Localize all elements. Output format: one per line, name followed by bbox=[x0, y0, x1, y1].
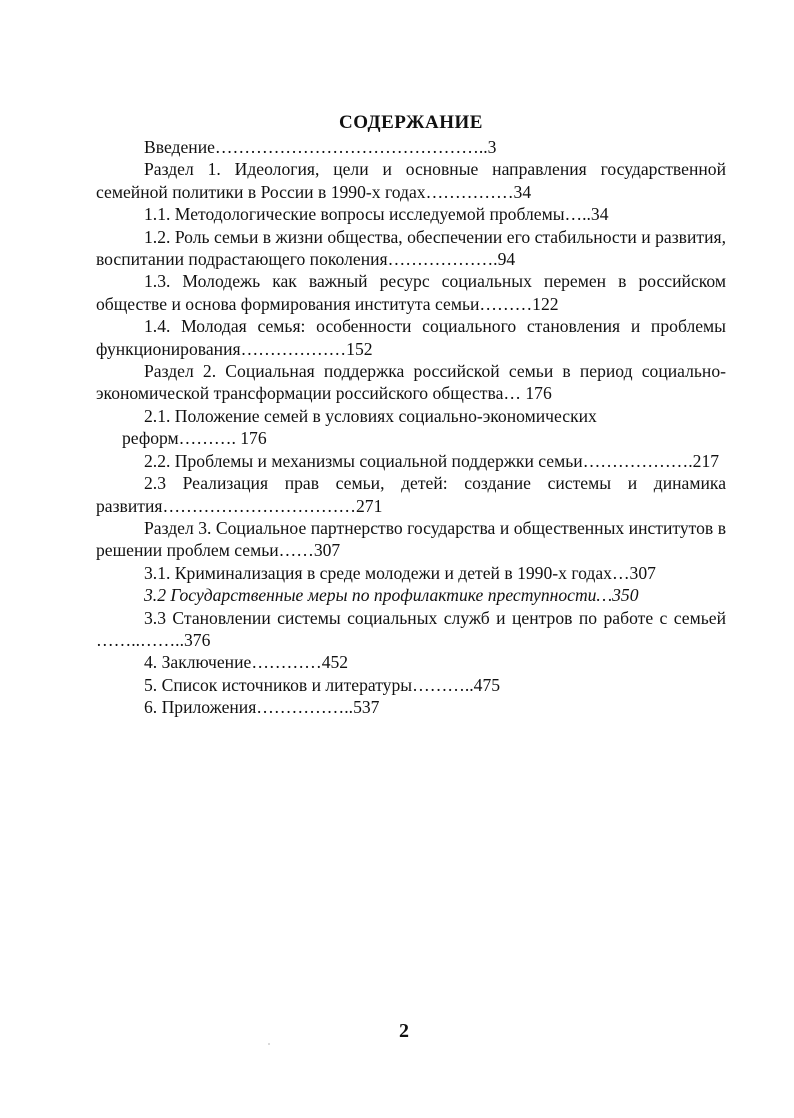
toc-entry-6: 6. Приложения……………..537 bbox=[144, 697, 380, 718]
toc-entry-intro: Введение………………………………………..3 bbox=[144, 137, 497, 157]
toc-entry-1-3: 1.3. Молодежь как важный ресурс социальных перемен в российском обществе и основа формирования института семьи………122 bbox=[96, 271, 726, 314]
toc-entry-3-2: 3.2 Государственные меры по профилактике преступности…350 bbox=[144, 585, 639, 606]
toc-entry-2-1-continuation: реформ………. 176 bbox=[122, 428, 267, 449]
toc-entry-3-1: 3.1. Криминализация в среде молодежи и детей в 1990-х годах…307 bbox=[144, 562, 656, 583]
toc-entry-2-2: 2.2. Проблемы и механизмы социальной поддержки семьи……………….217 bbox=[144, 450, 720, 471]
toc-entry-1-4: 1.4. Молодая семья: особенности социального становления и проблемы функционирования………………152 bbox=[96, 316, 726, 359]
toc-entry-2-3: 2.3 Реализация прав семьи, детей: создание системы и динамика развития……………………………271 bbox=[96, 473, 726, 516]
toc-entry-1-1: 1.1. Методологические вопросы исследуемой проблемы…..34 bbox=[144, 204, 609, 225]
toc-entry-section-3: Раздел 3. Социальное партнерство государства и общественных институтов в решении проблем семьи……307 bbox=[96, 517, 726, 561]
toc-entry-4: 4. Заключение…………452 bbox=[144, 652, 349, 673]
toc-entry-2-1: 2.1. Положение семей в условиях социально-экономических bbox=[144, 405, 597, 426]
page-number: 2 bbox=[399, 1020, 409, 1042]
toc-entry-1-2: 1.2. Роль семьи в жизни общества, обеспечении его стабильности и развития, воспитании подрастающего поколения……………….94 bbox=[96, 226, 726, 270]
scan-speck bbox=[268, 1043, 270, 1045]
toc-entry-section-2: Раздел 2. Социальная поддержка российской семьи в период социально-экономической трансформации российского общества… 176 bbox=[96, 361, 726, 404]
page-title: СОДЕРЖАНИЕ bbox=[339, 112, 483, 133]
table-of-contents bbox=[96, 136, 726, 719]
toc-entry-section-1: Раздел 1. Идеология, цели и основные направления государственной семейной политики в России в 1990-х годах……………34 bbox=[96, 159, 726, 202]
toc-entry-3-3: 3.3 Становлении системы социальных служб и центров по работе с семьей ……..……..376 bbox=[96, 607, 726, 650]
toc-entry-5: 5. Список источников и литературы………..475 bbox=[144, 674, 501, 695]
